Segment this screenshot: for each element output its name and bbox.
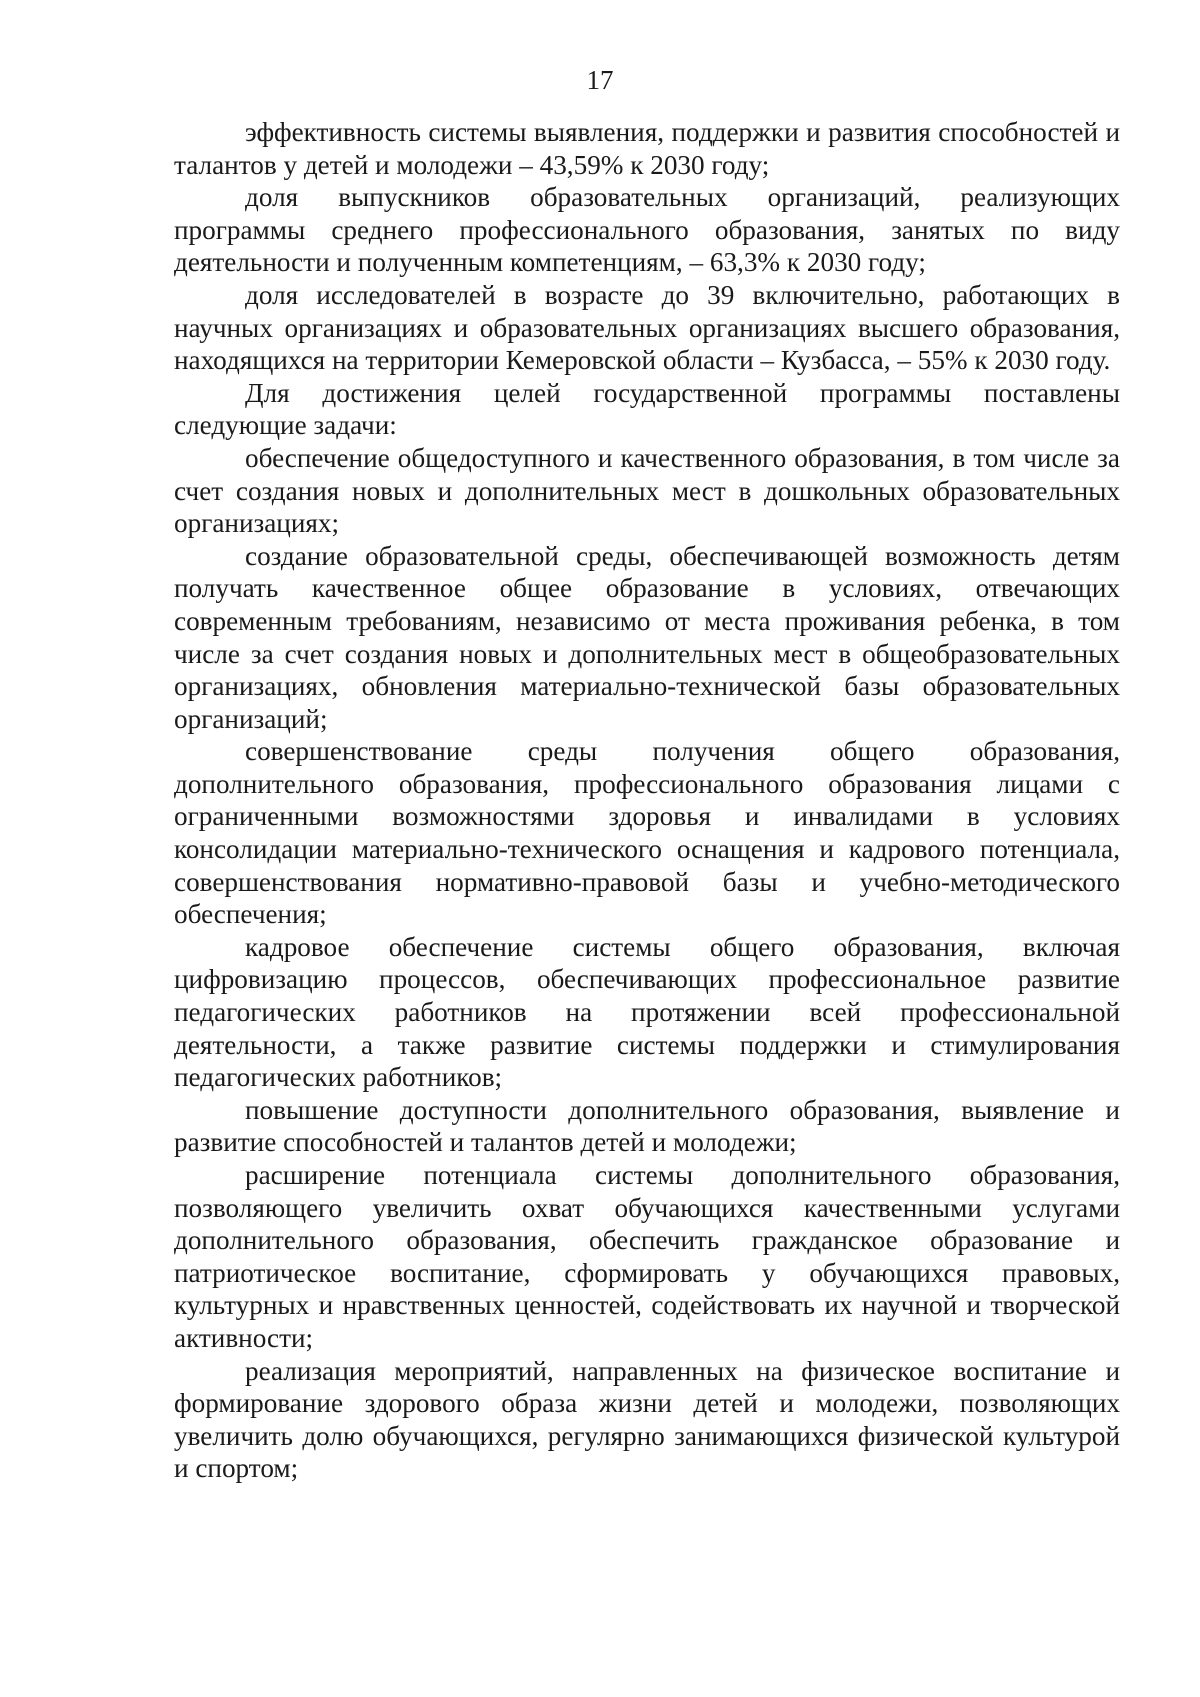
page-number: 17 (586, 65, 614, 95)
paragraph-researchers-share: доля исследователей в возрасте до 39 включительно, работающих в научных организациях и образовательных организациях высшего образования, находящихся на территории Кемеровской области – Кузбасса, – 55% к 2030 году. (174, 279, 1120, 376)
paragraph-talent-efficiency: эффективность системы выявления, поддержки и развития способностей и талантов у детей и молодежи – 43,59% к 2030 году; (174, 117, 1120, 180)
paragraph-task-school-environment: создание образовательной среды, обеспечивающей возможность детям получать качественное общее образование в условиях, отвечающих современным требованиям, независимо от места проживания ребенка, в том числе за счет создания новых и дополнительных мест в общеобразовательных организациях, обновления материально-технической базы образовательных организаций; (174, 540, 1120, 734)
paragraph-task-additional-education-access: повышение доступности дополнительного образования, выявление и развитие способностей и талантов детей и молодежи; (174, 1094, 1120, 1158)
paragraph-task-inclusive-education: совершенствование среды получения общего образования, дополнительного образования, профессионального образования лицами с ограниченными возможностями здоровья и инвалидами в условиях консолидации материально-технического оснащения и кадрового потенциала, совершенствования нормативно-правовой базы и учебно-методического обеспечения; (174, 736, 1120, 930)
paragraph-task-physical-education: реализация мероприятий, направленных на физическое воспитание и формирование здорового образа жизни детей и молодежи, позволяющих увеличить долю обучающихся, регулярно занимающихся физической культурой и спортом; (174, 1355, 1120, 1484)
paragraph-tasks-intro: Для достижения целей государственной программы поставлены следующие задачи: (174, 377, 1120, 441)
paragraph-task-additional-education-potential: расширение потенциала системы дополнительного образования, позволяющего увеличить охват обучающихся качественными услугами дополнительного образования, обеспечить гражданское образование и патриотическое воспитание, сформировать у обучающихся правовых, культурных и нравственных ценностей, содействовать их научной и творческой активности; (174, 1160, 1120, 1353)
document-body (174, 116, 1120, 1485)
paragraph-task-preschool: обеспечение общедоступного и качественного образования, в том числе за счет создания новых и дополнительных мест в дошкольных образовательных организациях; (174, 442, 1120, 539)
paragraph-task-staffing: кадровое обеспечение системы общего образования, включая цифровизацию процессов, обеспечивающих профессиональное развитие педагогических работников на протяжении всей профессиональной деятельности, а также развитие системы поддержки и стимулирования педагогических работников; (174, 931, 1120, 1093)
paragraph-graduates-share: доля выпускников образовательных организаций, реализующих программы среднего профессионального образования, занятых по виду деятельности и полученным компетенциям, – 63,3% к 2030 году; (174, 182, 1120, 278)
